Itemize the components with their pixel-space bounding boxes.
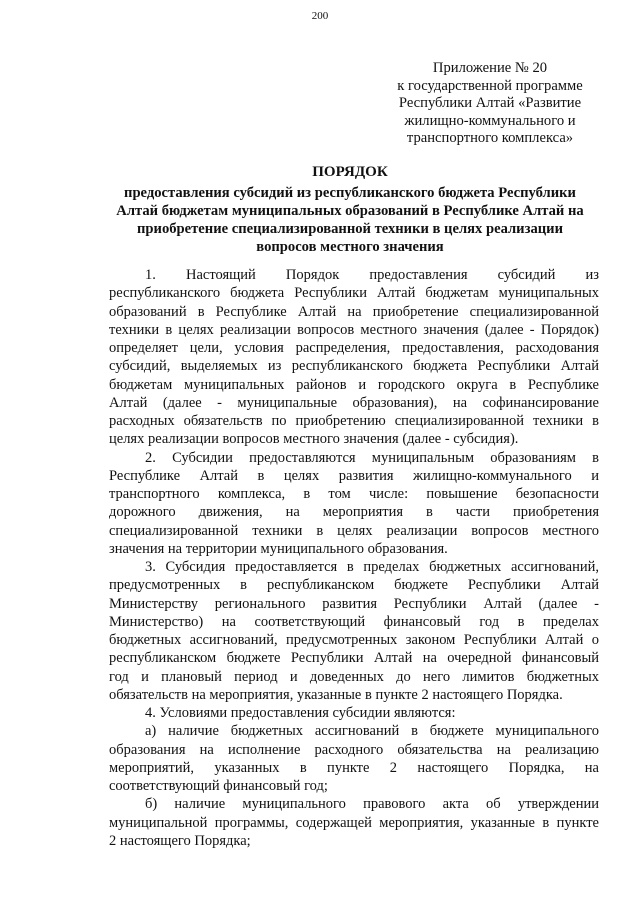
paragraph-4b — [109, 795, 599, 850]
text-line: Министерству регионального развития Республики Алтай (далее - — [109, 595, 599, 612]
text-line: год и плановый период и доведенных до него лимитов бюджетных — [109, 668, 599, 685]
text-line: транспортного комплекса, в том числе: повышение безопасности — [109, 486, 599, 502]
subtitle-line: приобретение специализированной техники в целях реализации — [137, 221, 563, 237]
appendix-line: транспортного комплекса» — [406, 130, 574, 147]
appendix-line: жилищно-коммунального и — [404, 112, 576, 129]
text-line: Алтай (далее - муниципальные образования), на софинансирование — [109, 394, 599, 411]
text-line: муниципальной программы, содержащей мероприятия, указанные в пункте — [109, 814, 599, 831]
text-line: 4. Условиями предоставления субсидии являются: — [145, 705, 456, 721]
text-line: образований в Республике Алтай на приобретение специализированной — [109, 303, 599, 320]
text-line: соответствующий финансовый год; — [109, 778, 328, 794]
appendix-line: Республики Алтай «Развитие — [398, 95, 582, 112]
text-line: субсидий, выделяемых из республиканского бюджета Республики Алтай — [109, 358, 599, 375]
text-line: республиканском бюджете Республики Алтай на очередной финансовый — [109, 650, 599, 667]
document-title: ПОРЯДОК — [312, 164, 388, 180]
paragraph-4a — [109, 722, 599, 795]
subtitle-line: вопросов местного значения — [256, 239, 444, 255]
text-line: целях реализации вопросов местного значения (далее - субсидия). — [109, 431, 519, 448]
appendix-line: Приложение № 20 — [432, 60, 548, 76]
paragraph-3 — [109, 558, 599, 704]
text-line: бюджетных ассигнований, предусмотренных законом Республики Алтай о — [109, 632, 599, 648]
text-line: расходных обязательств по приобретению специализированной техники в — [109, 413, 599, 429]
text-line: значения на территории муниципального образования. — [109, 540, 448, 557]
text-line: республиканского бюджета Республики Алтай бюджетам муниципальных — [109, 285, 599, 302]
subtitle-line: предоставления субсидий из республиканского бюджета Республики — [124, 185, 576, 201]
text-line: 1. Настоящий Порядок предоставления субсидий из — [145, 267, 599, 283]
text-line: техники в целях реализации вопросов местного значения (далее - Порядок) — [109, 321, 599, 338]
text-line: б) наличие муниципального правового акта об утверждении — [145, 796, 599, 813]
appendix-note — [380, 60, 600, 148]
document-subtitle — [100, 184, 600, 256]
text-line: Министерство) на соответствующий финансовый год в пределах — [109, 613, 599, 630]
paragraph-4 — [109, 704, 599, 722]
text-line: а) наличие бюджетных ассигнований в бюджете муниципального — [145, 723, 599, 740]
text-line: дорожного движения, на мероприятия в части приобретения — [109, 504, 599, 521]
paragraph-1 — [109, 266, 599, 449]
text-line: 2. Субсидии предоставляются муниципальным образованиям в — [145, 449, 599, 466]
text-line: 2 настоящего Порядка; — [109, 832, 251, 849]
text-line: определяет цели, условия распределения, предоставления, расходования — [109, 340, 599, 356]
text-line: обязательств на мероприятия, указанные в пункте 2 настоящего Порядка. — [109, 686, 563, 703]
title-block — [100, 163, 600, 256]
subtitle-line: Алтай бюджетам муниципальных образований в Республике Алтай на — [116, 203, 584, 219]
document-body — [109, 266, 599, 850]
page-number: 200 — [311, 10, 329, 22]
text-line: мероприятий, указанных в пункте 2 настоящего Порядка, на — [109, 759, 599, 776]
text-line: предусмотренных в республиканском бюджете Республики Алтай — [109, 577, 599, 594]
appendix-line: к государственной программе — [397, 77, 583, 94]
text-line: специализированной техники в целях реализации вопросов местного — [109, 522, 599, 539]
text-line: 3. Субсидия предоставляется в пределах бюджетных ассигнований, — [145, 559, 599, 575]
text-line: Республике Алтай в целях развития жилищно-коммунального и — [109, 467, 599, 484]
paragraph-2 — [109, 449, 599, 559]
text-line: образования на исполнение расходного обязательства на реализацию — [109, 741, 599, 758]
text-line: бюджетам муниципальных районов и городского округа в Республике — [109, 376, 599, 393]
